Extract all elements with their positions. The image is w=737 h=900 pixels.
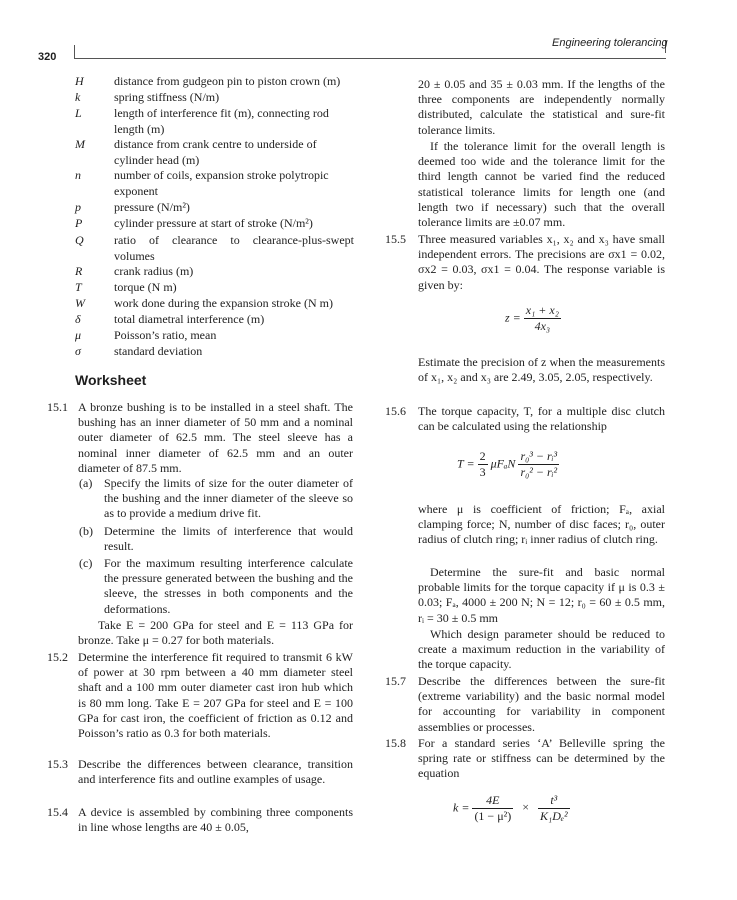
question-15-1-note: Take E = 200 GPa for steel and E = 113 GPa for bronze. Take μ = 0.27 for both materials. — [78, 618, 353, 648]
question-15-7-text: Describe the differences between the sure-fit (extreme variability) and the basic normal model for accounting for variability in component assemblies or processes. — [418, 674, 665, 734]
question-15-1-b: Determine the limits of interference that would result. — [104, 524, 353, 554]
question-15-5-after: Estimate the precision of z when the measurements of x₁, x₂ and x₃ are 2.49, 3.05, 2.05, respectively. — [418, 355, 665, 385]
question-15-4-text-left: A device is assembled by combining three components in line whose lengths are 40 ± 0.05, — [78, 805, 353, 835]
question-number: 15.2 — [47, 650, 68, 664]
running-title: Engineering tolerancing — [552, 37, 668, 49]
equation-fraction: $\frac{\text{x₁ + x₂}}{\text{4x₃}}$ — [525, 303, 559, 334]
page-number: 320 — [38, 51, 57, 63]
equation-lhs: z = — [505, 310, 521, 325]
right-column — [385, 77, 669, 847]
equation-times: × — [522, 800, 530, 815]
equation-15-5 — [505, 303, 655, 334]
question-15-6-where: where μ is coefficient of friction; Fₐ, axial clamping force; N, number of disc faces; r₀, outer radius of clutch ring; rᵢ inner radius of clutch ring. — [418, 502, 665, 547]
question-15-3-text: Describe the differences between clearance, transition and interference fits and outline examples of usage. — [78, 757, 353, 787]
header-tick-left — [74, 45, 75, 58]
item-label: (c) — [79, 556, 93, 570]
equation-lhs: T = — [457, 456, 475, 471]
question-15-1-c: For the maximum resulting interference calculate the pressure generated between the bushing and the sleeve, the stresses in both components and the deformations. — [104, 556, 353, 616]
question-15-5-text: Three measured variables x₁, x₂ and x₃ have small independent errors. The precisions are σx1 = 0.02, σx2 = 0.03, σx1 = 0.04. The response variable is given by: — [418, 232, 665, 292]
left-questions — [47, 400, 357, 840]
question-15-6-text: The torque capacity, T, for a multiple disc clutch can be calculated using the relationship — [418, 404, 665, 434]
question-15-4-text-right: 20 ± 0.05 and 35 ± 0.03 mm. If the lengths of the three components are independently normally distributed, calculate the statistical and sure-fit tolerance limits. — [418, 77, 665, 137]
symbol-list: H distance from gudgeon pin to piston crown (m) k spring stiffness (N/m) L length of interference fit (m), connecting rod length (m) M distance from crank centre to underside of cylinder head (m) n number of coils, expansion stroke polytropic exponent p pressure (N/m²) P cylinder pressure at start of stroke (N/m²) Q ratio of clearance to clearance-plus-swept volumes R crank radius (m) T torque (N m) W work done during the expansion stroke (N m) δ total diametral interference (m) μ Poisson’s ratio, mean σ standard deviation — [75, 74, 354, 358]
equation-15-8 — [453, 793, 663, 824]
equation-15-6 — [457, 449, 667, 480]
question-number: 15.5 — [385, 232, 406, 246]
question-15-6-para2: Determine the sure-fit and basic normal probable limits for the torque capacity if μ is 0.3 ± 0.03; Fₐ, 4000 ± 200 N; N = 12; r₀ = 60 ± 0.5 mm, rᵢ = 30 ± 0.5 mm — [418, 565, 665, 625]
question-number: 15.6 — [385, 404, 406, 418]
equation-middle: μFₐN — [490, 456, 516, 471]
item-label: (a) — [79, 476, 93, 490]
worksheet-title: Worksheet — [75, 372, 147, 388]
question-15-6-para3: Which design parameter should be reduced to create a maximum reduction in the variability of the torque capacity. — [418, 627, 665, 672]
question-15-2-text: Determine the interference fit required to transmit 6 kW of power at 30 rpm between a 40 mm diameter steel shaft and a 100 mm outer diameter cast iron hub which is 80 mm long. Take E = 207 GPa for steel and E = 100 GPa for cast iron, the coefficient of friction as 0.12 and Poisson’s ratio as 0.3 for both materials. — [78, 650, 353, 741]
equation-fraction: $\frac{\text{r₀³ − rᵢ³}}{\text{r₀² − rᵢ²}}$ — [520, 449, 558, 480]
question-15-1-intro: A bronze bushing is to be installed in a steel shaft. The bushing has an inner diameter of 50 mm and a nominal outer diameter of 62.5 mm. The steel sleeve has a nominal inner diameter of 62.5 mm and an outer diameter of 87.5 mm. — [78, 400, 353, 475]
question-15-1-a: Specify the limits of size for the outer diameter of the bushing and the inner diameter of the sleeve so as to provide a medium drive fit. — [104, 476, 353, 521]
equation-fraction: $\frac{\text{t³}}{\text{K₁Dₑ²}}$ — [540, 793, 568, 824]
equation-coefficient: $\frac{2}{3}$ — [479, 449, 486, 480]
question-number: 15.1 — [47, 400, 68, 414]
equation-fraction: $\frac{4E}{\text{(1 − μ²)}}$ — [474, 793, 512, 824]
question-number: 15.3 — [47, 757, 68, 771]
header-rule — [74, 58, 666, 59]
question-number: 15.8 — [385, 736, 406, 750]
question-number: 15.7 — [385, 674, 406, 688]
item-label: (b) — [79, 524, 93, 538]
question-15-8-text: For a standard series ‘A’ Belleville spring the spring rate or stiffness can be determined by the equation — [418, 736, 665, 781]
question-15-4-para2: If the tolerance limit for the overall length is deemed too wide and the tolerance limit for the third length cannot be varied find the reduced statistical tolerance limits for length one (and length two if necessary) such that the overall tolerance limits are ±0.07 mm. — [418, 139, 665, 230]
question-number: 15.4 — [47, 805, 68, 819]
equation-lhs: k = — [453, 800, 470, 815]
